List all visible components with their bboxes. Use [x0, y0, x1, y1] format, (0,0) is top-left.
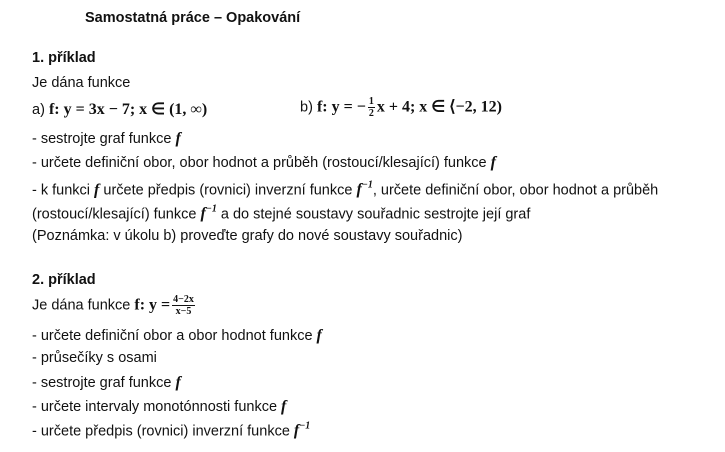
task-text: , určete definiční obor, obor hodnot a průběh — [372, 182, 659, 199]
task-text: - určete definiční obor, obor hodnot a průběh (rostoucí/klesající) funkce — [32, 155, 487, 171]
function-symbol: f — [94, 181, 100, 199]
exercise-1-part-b — [300, 96, 502, 119]
task-text: (rostoucí/klesající) funkce — [32, 206, 197, 223]
exercise-1-part-a — [32, 99, 207, 119]
inverse-function-symbol: $f^{-1}$ — [293, 421, 311, 440]
intro-text: Je dána funkce — [32, 297, 131, 314]
part-b-fraction — [368, 96, 375, 119]
part-b-fraction-numerator: 1 — [368, 96, 374, 107]
exercise-2-intro — [32, 294, 197, 317]
task-text: - sestrojte graf funkce — [32, 131, 172, 147]
function-symbol: f — [175, 130, 181, 147]
function-symbol: f — [316, 327, 322, 344]
exercise-2-task-3 — [32, 374, 181, 392]
exercise-1-intro: Je dána funkce — [32, 75, 131, 91]
task-text: a do stejné soustavy souřadnic sestrojte její graf — [220, 206, 531, 223]
exercise-2-task-2: - průsečíky s osami — [32, 350, 157, 366]
exercise-1-task-3-cont — [32, 204, 530, 223]
exercise-1-heading: 1. příklad — [32, 50, 96, 66]
part-b-rhs: x + 4; x ∈ ⟨−2, 12) — [376, 98, 502, 116]
task-text: - určete intervaly monotónnosti funkce — [32, 399, 278, 415]
task-text: - určete definiční obor a obor hodnot funkce — [32, 328, 313, 344]
function-symbol: f — [175, 374, 181, 391]
exercise-2-task-5 — [32, 421, 310, 440]
function-symbol: f — [281, 398, 287, 415]
function-fraction — [172, 294, 195, 317]
fraction-numerator: 4−2x — [173, 294, 194, 305]
part-b-fraction-denominator: 2 — [368, 108, 374, 119]
function-symbol: f — [490, 154, 496, 171]
task-text: určete předpis (rovnici) inverzní funkce — [103, 182, 353, 199]
part-a-label: a) — [32, 102, 45, 118]
exercise-2-task-1 — [32, 327, 322, 345]
function-lhs: f: y = — [134, 296, 171, 314]
task-text: - sestrojte graf funkce — [32, 375, 172, 391]
part-b-label: b) — [300, 99, 313, 116]
exercise-2-task-4 — [32, 398, 286, 416]
part-a-formula: f: y = 3x − 7; x ∈ (1, ∞) — [48, 101, 208, 118]
inverse-function-symbol: $f^{-1}$ — [356, 180, 373, 199]
part-b-lhs: f: y = − — [316, 98, 366, 116]
exercise-1-task-2 — [32, 154, 496, 172]
exercise-1-task-3 — [32, 180, 658, 199]
task-text: - určete předpis (rovnici) inverzní funkce — [32, 423, 290, 440]
exercise-1-note: (Poznámka: v úkolu b) proveďte grafy do nové soustavy souřadnic) — [32, 228, 463, 244]
exercise-1-task-1 — [32, 130, 181, 148]
fraction-denominator: x−5 — [175, 306, 192, 317]
task-text: - k funkci — [32, 182, 91, 199]
inverse-function-symbol: $f^{-1}$ — [200, 204, 217, 223]
exercise-2-heading: 2. příklad — [32, 272, 96, 288]
page-title: Samostatná práce – Opakování — [85, 10, 301, 26]
